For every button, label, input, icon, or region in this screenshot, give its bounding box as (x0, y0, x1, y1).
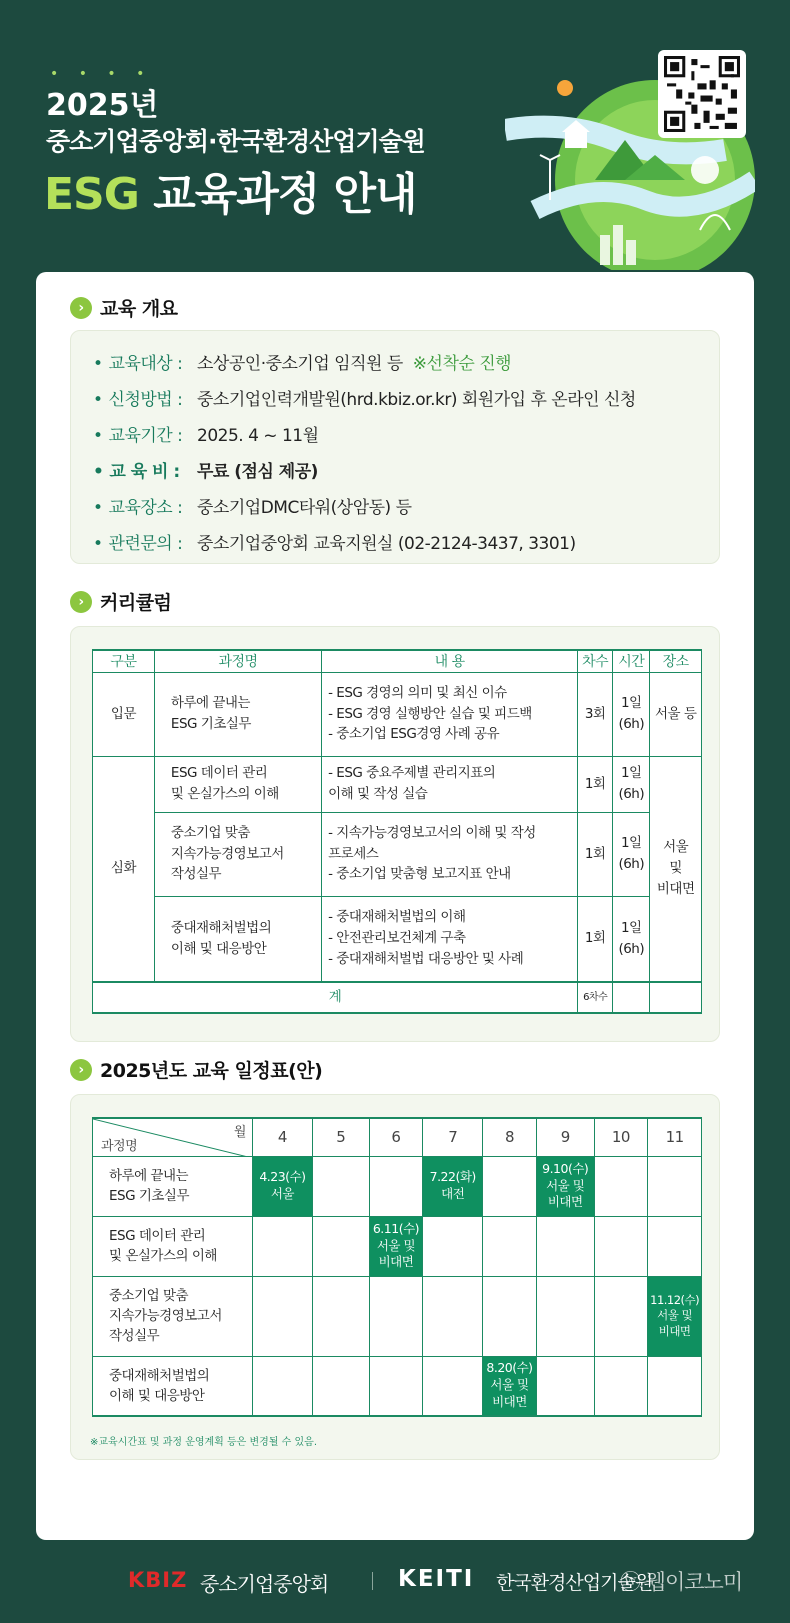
decorative-dots: • • • • (50, 66, 153, 82)
empty-cell (312, 1156, 369, 1216)
empty-cell (423, 1276, 483, 1356)
month-header: 11 (648, 1118, 702, 1156)
empty-cell (594, 1156, 648, 1216)
place-cell: 서울 등 (650, 672, 702, 756)
overview-label: • 교육대상 : (93, 349, 197, 374)
total-label: 계 (93, 982, 578, 1013)
table-row (93, 896, 702, 982)
schedule-footnote: ※교육시간표 및 과정 운영계획 등은 변경될 수 있음. (90, 1437, 318, 1448)
category-cell: 심화 (93, 756, 155, 982)
kbiz-name: 중소기업중앙회 (200, 1572, 329, 1596)
overview-value: 중소기업중앙회 교육지원실 (02-2124-3437, 3301) (197, 534, 576, 554)
empty-cell (613, 982, 650, 1013)
table-total-row (93, 982, 702, 1013)
empty-cell (252, 1276, 312, 1356)
section-title-curriculum (70, 588, 171, 615)
empty-cell (252, 1216, 312, 1276)
overview-row-fee (93, 457, 318, 482)
place-cell: 서울 및 비대면 (650, 756, 702, 982)
overview-value: 중소기업인력개발원(hrd.kbiz.or.kr) 회원가입 후 온라인 신청 (197, 390, 636, 410)
empty-cell (648, 1356, 702, 1416)
content-cell: - ESG 중요주제별 관리지표의 이해 및 작성 실습 (322, 756, 578, 812)
empty-cell (252, 1356, 312, 1416)
schedule-row (93, 1276, 702, 1356)
event-cell: 11.12(수) 서울 및 비대면 (648, 1276, 702, 1356)
month-header: 5 (312, 1118, 369, 1156)
corner-course-label: 과정명 (101, 1138, 138, 1154)
empty-cell (369, 1276, 423, 1356)
empty-cell (423, 1216, 483, 1276)
category-cell: 입문 (93, 672, 155, 756)
empty-cell (369, 1356, 423, 1416)
overview-label: • 교육기간 : (93, 421, 197, 446)
empty-cell (594, 1356, 648, 1416)
course-name-cell: 중소기업 맞춤 지속가능경영보고서 작성실무 (154, 812, 321, 896)
overview-row-place (93, 493, 412, 518)
section-title-overview (70, 294, 178, 321)
empty-cell (312, 1276, 369, 1356)
time-cell: 1일 (6h) (613, 896, 650, 982)
chevron-right-icon: › (70, 1059, 92, 1081)
empty-cell (536, 1216, 594, 1276)
section-title-text: 커리큘럼 (100, 592, 172, 614)
empty-cell (312, 1216, 369, 1276)
footer-divider (372, 1572, 373, 1590)
table-row (93, 756, 702, 812)
header-orgs: 중소기업중앙회·한국환경산업기술원 (46, 127, 425, 156)
empty-cell (536, 1276, 594, 1356)
count-cell: 1회 (578, 812, 613, 896)
time-cell: 1일 (6h) (613, 812, 650, 896)
section-title-text: 2025년도 교육 일정표(안) (100, 1060, 323, 1082)
keiti-name: 한국환경산업기술원 (496, 1572, 653, 1594)
chevron-right-icon: › (70, 297, 92, 319)
overview-value: 중소기업DMC타워(상암동) 등 (197, 498, 412, 518)
empty-cell (594, 1276, 648, 1356)
count-cell: 1회 (578, 756, 613, 812)
main-title (44, 158, 417, 222)
empty-cell (536, 1356, 594, 1416)
month-header: 7 (423, 1118, 483, 1156)
schedule-table (92, 1117, 702, 1417)
header (0, 0, 790, 270)
course-name-cell: 중소기업 맞춤 지속가능경영보고서 작성실무 (93, 1276, 253, 1356)
col-header: 차수 (578, 650, 613, 672)
month-header: 10 (594, 1118, 648, 1156)
title-esg: ESG (44, 169, 139, 220)
chevron-right-icon: › (70, 591, 92, 613)
empty-cell (483, 1276, 537, 1356)
time-cell: 1일 (6h) (613, 672, 650, 756)
col-header: 구분 (93, 650, 155, 672)
table-row (93, 672, 702, 756)
empty-cell (594, 1216, 648, 1276)
overview-row-contact (93, 529, 576, 554)
schedule-row (93, 1216, 702, 1276)
overview-row-apply (93, 385, 636, 410)
count-cell: 1회 (578, 896, 613, 982)
content-cell: - 지속가능경영보고서의 이해 및 작성 프로세스 - 중소기업 맞춤형 보고지표 안내 (322, 812, 578, 896)
event-cell: 4.23(수) 서울 (252, 1156, 312, 1216)
overview-row-target (93, 349, 511, 374)
overview-value: 무료 (점심 제공) (197, 462, 318, 482)
overview-value: 2025. 4 ~ 11월 (197, 426, 319, 446)
event-cell: 8.20(수) 서울 및 비대면 (483, 1356, 537, 1416)
content-cell: - 중대재해처벌법의 이해 - 안전관리보건체계 구축 - 중대재해처벌법 대응방안 및 사례 (322, 896, 578, 982)
schedule-row (93, 1156, 702, 1216)
header-year: 2025년 (46, 88, 159, 123)
course-name-cell: 중대재해처벌법의 이해 및 대응방안 (93, 1356, 253, 1416)
overview-box (70, 330, 720, 564)
schedule-header-row (93, 1118, 702, 1156)
event-cell: 7.22(화) 대전 (423, 1156, 483, 1216)
total-count: 6차수 (578, 982, 613, 1013)
corner-month-label: 월 (233, 1125, 246, 1140)
empty-cell (648, 1156, 702, 1216)
schedule-box (70, 1094, 720, 1460)
course-name-cell: 중대재해처벌법의 이해 및 대응방안 (154, 896, 321, 982)
month-header: 6 (369, 1118, 423, 1156)
course-name-cell: 하루에 끝내는 ESG 기초실무 (154, 672, 321, 756)
col-header: 장소 (650, 650, 702, 672)
course-name-cell: ESG 데이터 관리 및 온실가스의 이해 (93, 1216, 253, 1276)
watermark: ⓦ 웹이코노미 (620, 1570, 743, 1594)
course-name-cell: ESG 데이터 관리 및 온실가스의 이해 (154, 756, 321, 812)
overview-label: • 교육장소 : (93, 493, 197, 518)
time-cell: 1일 (6h) (613, 756, 650, 812)
keiti-logo: KEITI (398, 1566, 475, 1592)
table-row (93, 812, 702, 896)
col-header: 내 용 (322, 650, 578, 672)
corner-cell (93, 1118, 253, 1156)
empty-cell (312, 1356, 369, 1416)
empty-cell (369, 1156, 423, 1216)
overview-label: • 관련문의 : (93, 529, 197, 554)
overview-value: 소상공인·중소기업 임직원 등 (197, 354, 403, 374)
curriculum-table (92, 649, 702, 1014)
content-cell: - ESG 경영의 의미 및 최신 이슈 - ESG 경영 실행방안 실습 및 피드백 - 중소기업 ESG경영 사례 공유 (322, 672, 578, 756)
empty-cell (483, 1156, 537, 1216)
section-title-text: 교육 개요 (100, 298, 178, 320)
month-header: 4 (252, 1118, 312, 1156)
empty-cell (423, 1356, 483, 1416)
empty-cell (648, 1216, 702, 1276)
overview-label: • 교 육 비 : (93, 457, 197, 482)
title-rest: 교육과정 안내 (153, 169, 417, 220)
count-cell: 3회 (578, 672, 613, 756)
schedule-row (93, 1356, 702, 1416)
month-header: 9 (536, 1118, 594, 1156)
col-header: 시간 (613, 650, 650, 672)
table-header-row (93, 650, 702, 672)
col-header: 과정명 (154, 650, 321, 672)
kbiz-logo: KBIZ (128, 1568, 188, 1592)
month-header: 8 (483, 1118, 537, 1156)
event-cell: 6.11(수) 서울 및 비대면 (369, 1216, 423, 1276)
empty-cell (483, 1216, 537, 1276)
overview-label: • 신청방법 : (93, 385, 197, 410)
course-name-cell: 하루에 끝내는 ESG 기초실무 (93, 1156, 253, 1216)
empty-cell (650, 982, 702, 1013)
curriculum-box (70, 626, 720, 1042)
content-card (36, 272, 754, 1540)
event-cell: 9.10(수) 서울 및 비대면 (536, 1156, 594, 1216)
qr-code-icon[interactable] (658, 50, 746, 138)
overview-note: ※선착순 진행 (412, 354, 512, 374)
overview-row-period (93, 421, 319, 446)
section-title-schedule (70, 1056, 322, 1083)
